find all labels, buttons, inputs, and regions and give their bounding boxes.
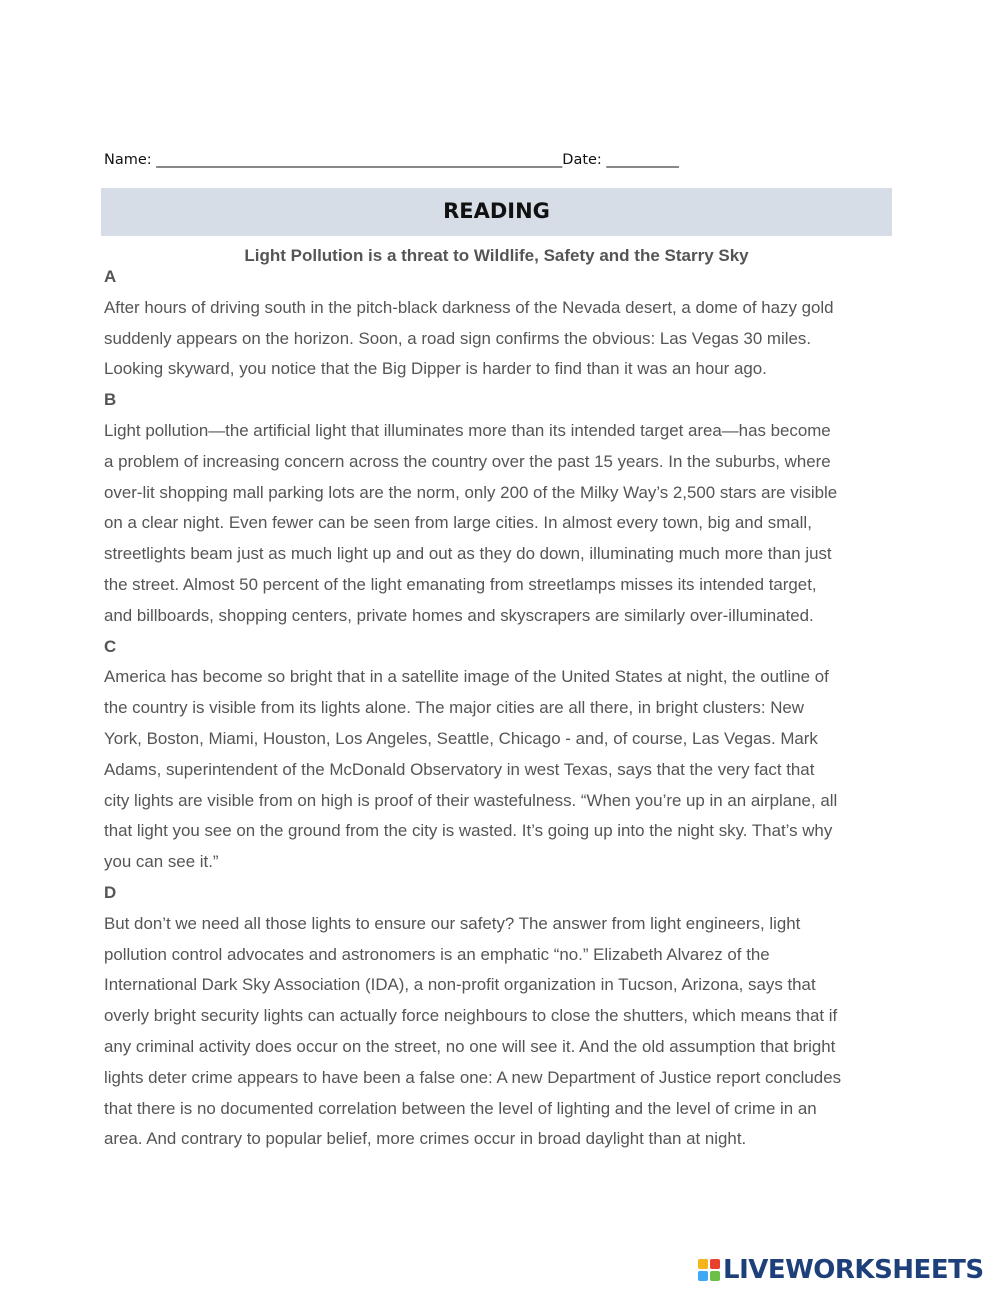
paragraph-line: over-lit shopping mall parking lots are the norm, only 200 of the Milky Way’s 2,500 stars are visible [104,482,838,502]
paragraph-line: International Dark Sky Association (IDA), a non-profit organization in Tucson, Arizona, says that [104,975,816,995]
paragraph-line: lights deter crime appears to have been a false one: A new Department of Justice report concludes [104,1067,842,1087]
logo-cubes-icon [698,1259,720,1281]
paragraph-line: Adams, superintendent of the McDonald Observatory in west Texas, says that the very fact that [104,759,815,779]
paragraph-line: Light pollution—the artificial light that illuminates more than its intended target area—has become [104,420,831,440]
paragraph-line: area. And contrary to popular belief, more crimes occur in broad daylight than at night. [104,1129,747,1149]
paragraph-line: streetlights beam just as much light up and out as they do down, illuminating much more than just [104,544,832,564]
logo-cube [710,1271,720,1281]
logo-text: LIVEWORKSHEETS [723,1255,984,1285]
paragraph-line: that light you see on the ground from the city is wasted. It’s going up into the night sky. That’s why [104,821,833,841]
paragraph-line: that there is no documented correlation between the level of lighting and the level of crime in an [104,1098,817,1118]
liveworksheets-logo [698,1255,984,1285]
paragraph-line: city lights are visible from on high is proof of their wastefulness. “When you’re up in an airplane, all [104,790,838,810]
paragraph-line: pollution control advocates and astronomers is an emphatic “no.” Elizabeth Alvarez of the [104,944,770,964]
section-letter: C [104,636,117,656]
paragraph-line: After hours of driving south in the pitch-black darkness of the Nevada desert, a dome of hazy gold [104,297,834,317]
name-date-line: Name: ________________________________________________________Date: __________ [104,152,679,168]
paragraph-line: suddenly appears on the horizon. Soon, a road sign confirms the obvious: Las Vegas 30 miles. [104,328,812,348]
paragraph-line: York, Boston, Miami, Houston, Los Angeles, Seattle, Chicago - and, of course, Las Vegas. Mark [104,728,818,748]
paragraph-line: on a clear night. Even fewer can be seen from large cities. In almost every town, big and small, [104,513,812,533]
paragraph-line: any criminal activity does occur on the street, no one will see it. And the old assumption that bright [104,1036,836,1056]
reading-banner [101,188,892,236]
paragraph-line: overly bright security lights can actually force neighbours to close the shutters, which means that if [104,1006,838,1026]
section-letter: D [104,882,117,902]
paragraph-line: the country is visible from its lights alone. The major cities are all there, in bright clusters: New [104,698,804,718]
paragraph-line: and billboards, shopping centers, private homes and skyscrapers are similarly over-illuminated. [104,605,814,625]
logo-cube [710,1259,720,1269]
paragraph-line: America has become so bright that in a satellite image of the United States at night, the outline of [104,667,829,687]
logo-cube [698,1259,708,1269]
banner-title: READING [443,199,550,223]
paragraph-line: the street. Almost 50 percent of the light emanating from streetlamps misses its intended target, [104,574,817,594]
paragraph-line: But don’t we need all those lights to ensure our safety? The answer from light engineers, light [104,913,801,933]
section-letter: B [104,390,117,410]
article-title: Light Pollution is a threat to Wildlife, Safety and the Starry Sky [244,246,749,265]
paragraph-line: a problem of increasing concern across the country over the past 15 years. In the suburbs, where [104,451,831,471]
paragraph-line: you can see it.” [104,852,219,872]
article-body [104,262,904,1155]
section-letter: A [104,267,117,286]
logo-cube [698,1271,708,1281]
paragraph-line: Looking skyward, you notice that the Big Dipper is harder to find than it was an hour ago. [104,359,767,379]
